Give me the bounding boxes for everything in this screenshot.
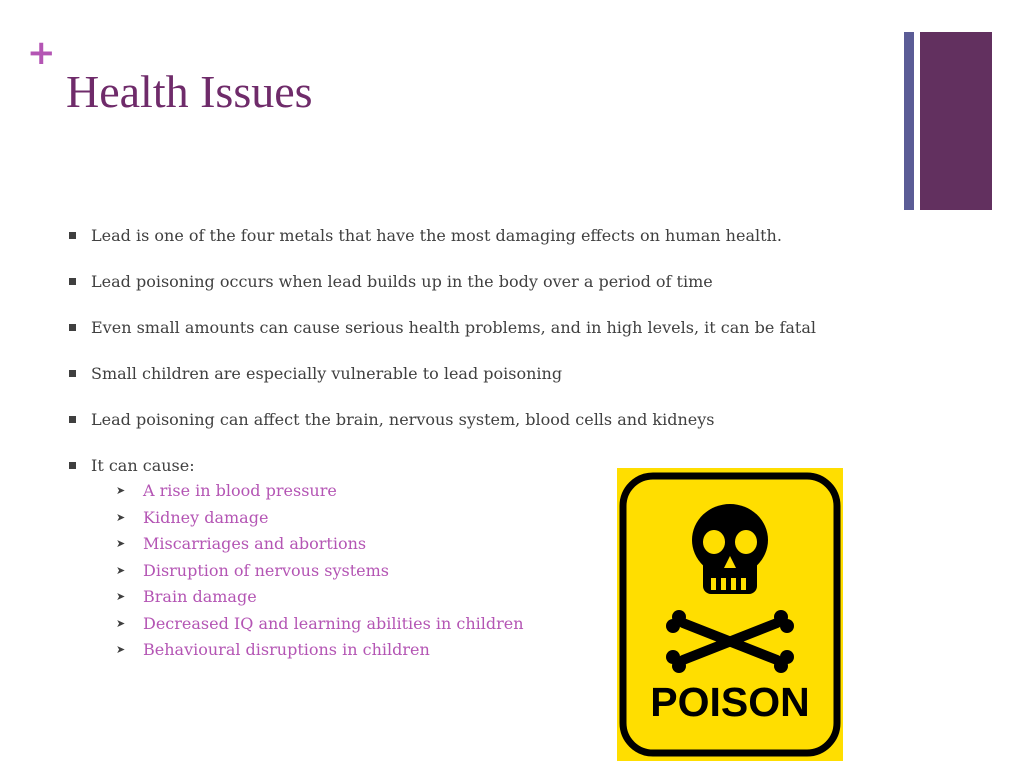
arrow-bullet-icon: ➤	[116, 616, 126, 630]
bullet-text: Lead is one of the four metals that have the most damaging effects on human health.	[91, 226, 782, 245]
bullet-item	[66, 226, 866, 245]
bullet-text: Lead poisoning occurs when lead builds up in the body over a period of time	[91, 272, 713, 291]
bullet-text: Lead poisoning can affect the brain, nervous system, blood cells and kidneys	[91, 410, 715, 429]
square-bullet-icon	[69, 462, 76, 469]
sub-bullet-text: Behavioural disruptions in children	[143, 640, 430, 659]
arrow-bullet-icon: ➤	[116, 510, 126, 524]
sub-bullet-text: Decreased IQ and learning abilities in children	[143, 613, 524, 633]
slide-title: Health Issues	[66, 66, 313, 117]
sub-bullet-text: Miscarriages and abortions	[143, 534, 367, 553]
plus-icon: +	[27, 33, 56, 73]
poison-label: POISON	[650, 679, 810, 725]
arrow-bullet-icon: ➤	[116, 484, 126, 497]
square-bullet-icon	[69, 324, 76, 331]
decorative-bar-thick	[920, 32, 992, 210]
bullet-text: Small children are especially vulnerable to lead poisoning	[91, 364, 563, 383]
sub-bullet-text: Kidney damage	[143, 507, 269, 527]
sub-bullet-text: Disruption of nervous systems	[143, 560, 389, 580]
square-bullet-icon	[69, 370, 76, 377]
sub-bullet-text: A rise in blood pressure	[143, 481, 337, 500]
arrow-bullet-icon: ➤	[116, 537, 126, 550]
bullet-item	[66, 272, 866, 291]
arrow-bullet-icon: ➤	[116, 643, 126, 656]
bullet-item	[66, 364, 866, 383]
square-bullet-icon	[69, 278, 76, 285]
square-bullet-icon	[69, 232, 76, 239]
arrow-bullet-icon: ➤	[116, 590, 126, 603]
arrow-bullet-icon: ➤	[116, 563, 126, 577]
sub-bullet-text: Brain damage	[143, 587, 257, 606]
bullet-text: It can cause:	[91, 456, 195, 475]
poison-sign	[617, 468, 843, 761]
bullet-item	[66, 318, 866, 337]
bullet-item	[66, 410, 866, 429]
square-bullet-icon	[69, 416, 76, 423]
bullet-text: Even small amounts can cause serious health problems, and in high levels, it can be fatal	[91, 318, 816, 337]
decorative-bar-thin	[904, 32, 914, 210]
